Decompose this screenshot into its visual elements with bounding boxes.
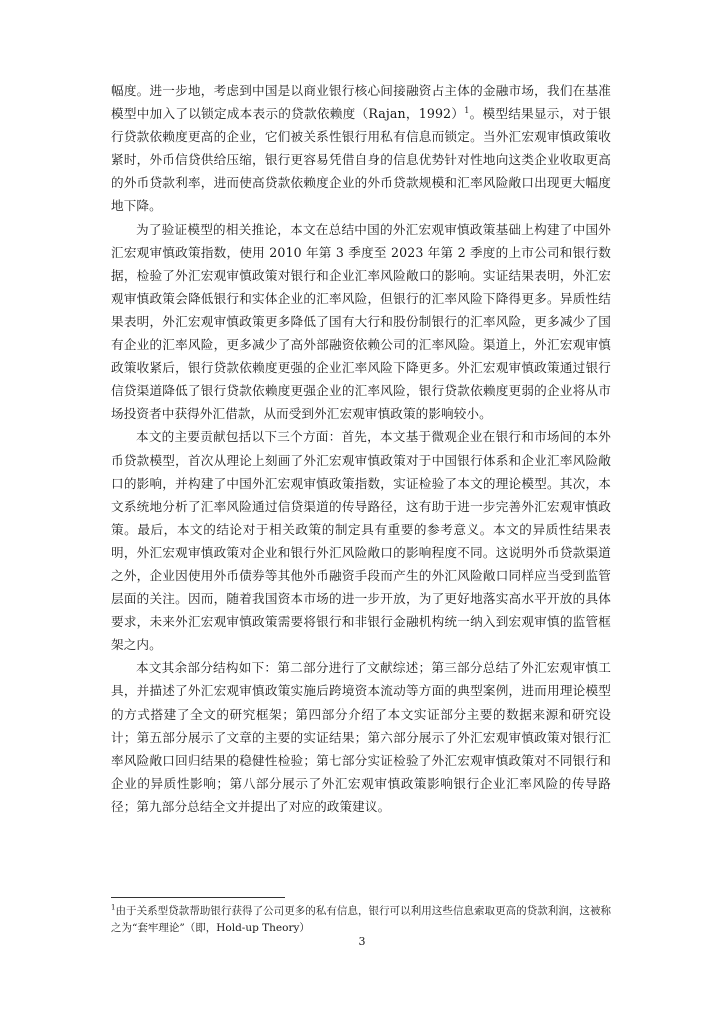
paragraph-text: 。模型结果显示，对于银行贷款依赖度更高的企业，它们被关系性银行用私有信息而锁定。当外汇宏观审慎政策收紧时，外币信贷供给压缩，银行更容易凭借自身的信息优势针对性地向这类企业收取更高的外币贷款利率，进而使高贷款依赖度企业的外币贷款规模和汇率风险敞口出现更大幅度地下降。	[111, 106, 611, 214]
footnote	[111, 903, 611, 937]
footnote-reference[interactable]: 1	[464, 105, 470, 115]
footnote-mark: 1	[111, 903, 116, 912]
paragraph-contributions: 本文的主要贡献包括以下三个方面：首先，本文基于微观企业在银行和市场间的本外币贷款模型，首次从理论上刻画了外汇宏观审慎政策对于中国银行体系和企业汇率风险敞口的影响，并构建了中国外汇宏观审慎政策指数，实证检验了本文的理论模型。其次，本文系统地分析了汇率风险通过信贷渠道的传导路径，这有助于进一步完善外汇宏观审慎政策。最后，本文的结论对于相关政策的制定具有重要的参考意义。本文的异质性结果表明，外汇宏观审慎政策对企业和银行外汇风险敞口的影响程度不同。这说明外币贷款渠道之外，企业因使用外币债券等其他外币融资手段而产生的外汇风险敞口同样应当受到监管层面的关注。因而，随着我国资本市场的进一步开放，为了更好地落实高水平开放的具体要求，未来外汇宏观审慎政策需要将银行和非银行金融机构统一纳入到宏观审慎的监管框架之内。	[111, 429, 611, 653]
paragraph-text: 幅度。进一步地，考虑到中国是以商业银行核心间接融资占主体的金融市场，我们在基准模型中加入了以锁定成本表示的贷款依赖度（Rajan，1992）	[111, 83, 611, 122]
footnote-divider	[111, 897, 285, 898]
paragraph-structure: 本文其余部分结构如下：第二部分进行了文献综述；第三部分总结了外汇宏观审慎工具，并描述了外汇宏观审慎政策实施后跨境资本流动等方面的典型案例，进而用理论模型的方式搭建了全文的研究框架；第四部分介绍了本文实证部分主要的数据来源和研究设计；第五部分展示了文章的主要的实证结果；第六部分展示了外汇宏观审慎政策对银行汇率风险敞口回归结果的稳健性检验；第七部分实证检验了外汇宏观审慎政策对不同银行和企业的异质性影响；第八部分展示了外汇宏观审慎政策影响银行企业汇率风险的传导路径；第九部分总结全文并提出了对应的政策建议。	[111, 660, 611, 814]
body-text	[111, 79, 611, 818]
page-number: 3	[358, 935, 366, 948]
footnote-text: 由于关系型贷款帮助银行获得了公司更多的私有信息，银行可以利用这些信息索取更高的贷款利润，这被称之为“套牢理论”（即，Hold-up Theory）	[111, 905, 611, 934]
paragraph-continuation	[111, 79, 611, 218]
paragraph-model-verification: 为了验证模型的相关推论，本文在总结中国的外汇宏观审慎政策基础上构建了中国外汇宏观审慎政策指数，使用 2010 年第 3 季度至 2023 年第 2 季度的上市公司和银行数据，检验了外汇宏观审慎政策对银行和企业汇率风险敞口的影响。实证结果表明，外汇宏观审慎政策会降低银行和实体企业的汇率风险，但银行的汇率风险下降得更多。异质性结果表明，外汇宏观审慎政策更多降低了国有大行和股份制银行的汇率风险，更多减少了国有企业的汇率风险，更多减少了高外部融资依赖公司的汇率风险。渠道上，外汇宏观审慎政策收紧后，银行贷款依赖度更强的企业汇率风险下降更多。外汇宏观审慎政策通过银行信贷渠道降低了银行贷款依赖度更强企业的汇率风险，银行贷款依赖度更弱的企业将从市场投资者中获得外汇借款，从而受到外汇宏观审慎政策的影响较小。	[111, 221, 611, 422]
